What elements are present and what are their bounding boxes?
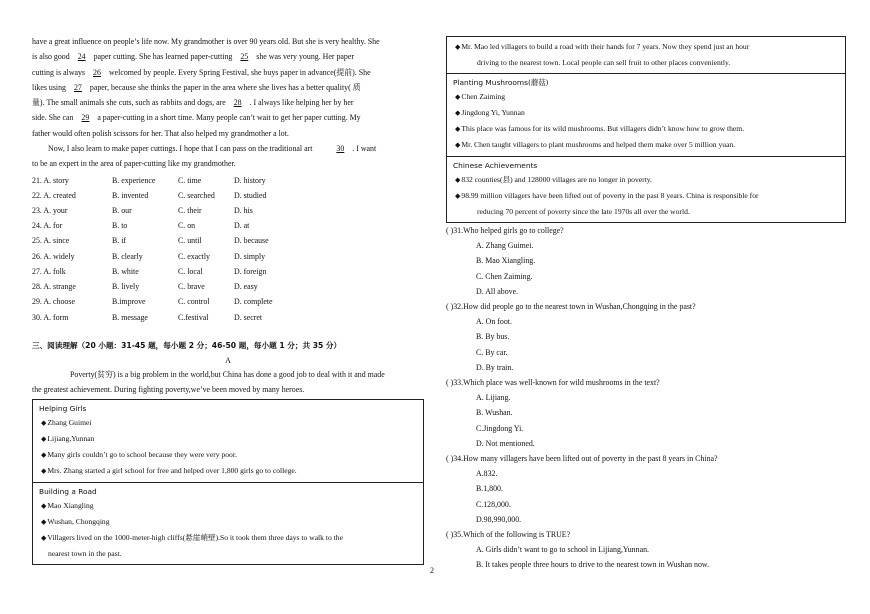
passage-line: likes using 27 paper, because she thinks the paper in the area where she lives has a better quality( 质 xyxy=(32,80,424,95)
answer-option[interactable]: A. Girls didn’t want to go to school in Lijiang,Yunnan. xyxy=(476,545,649,555)
table-item: ◆Jingdong Yi, Yunnan xyxy=(455,108,525,117)
heroes-table-right xyxy=(446,36,846,223)
blank-24[interactable]: 24 xyxy=(77,52,86,62)
question-stem: ( )31.Who helped girls go to college? xyxy=(446,226,564,235)
passage-line: Now, I also learn to make paper cuttings. I hope that I can pass on the traditional art 30 . I want xyxy=(32,141,424,156)
option-row: 29. A. choose B.improve C. control D. complete xyxy=(32,297,273,307)
answer-option[interactable]: A. Lijiang. xyxy=(476,393,511,403)
diamond-bullet-icon: ◆ xyxy=(41,435,47,444)
answer-option[interactable]: A. On foot. xyxy=(476,317,512,327)
option-row: 28. A. strange B. lively C. brave D. easy xyxy=(32,282,258,292)
blank-30[interactable]: 30 xyxy=(336,144,345,154)
left-column xyxy=(32,34,424,565)
table-section-achievements xyxy=(447,156,845,222)
answer-option[interactable]: B. By bus. xyxy=(476,332,510,342)
right-column xyxy=(446,36,846,573)
passage-intro: the greatest achievement. During fighting poverty,we’ve been moved by many heroes. xyxy=(32,385,305,394)
option-row: 30. A. form B. message C.festival D. secret xyxy=(32,312,263,322)
question-stem: ( )35.Which of the following is TRUE? xyxy=(446,530,571,540)
option-row: 24. A. for B. to C. on D. at xyxy=(32,221,250,231)
answer-option[interactable]: B. It takes people three hours to drive to the nearest town in Wushan now. xyxy=(476,560,710,570)
diamond-bullet-icon: ◆ xyxy=(455,109,461,117)
table-section-title: Helping Girls xyxy=(39,404,87,414)
passage-line: to be an expert in the area of paper-cutting like my grandmother. xyxy=(32,159,236,169)
table-item: ◆Wushan, Chongqing xyxy=(41,517,110,527)
passage-line: have a great influence on people’s life now. My grandmother is over 90 years old. But she is very healthy. She xyxy=(32,37,380,46)
table-section-title: Planting Mushrooms(蘑菇) xyxy=(453,78,549,87)
diamond-bullet-icon: ◆ xyxy=(455,141,461,149)
answer-option[interactable]: B. Wushan. xyxy=(476,408,513,418)
diamond-bullet-icon: ◆ xyxy=(455,125,461,133)
option-row: 25. A. since B. if C. until D. because xyxy=(32,236,269,246)
diamond-bullet-icon: ◆ xyxy=(41,467,47,476)
diamond-bullet-icon: ◆ xyxy=(41,451,47,460)
cloze-passage xyxy=(32,34,424,172)
table-item: nearest town in the past. xyxy=(48,549,122,559)
question-block xyxy=(446,451,846,527)
table-item: ◆Many girls couldn’t go to school because they were very poor. xyxy=(41,450,237,460)
table-item: reducing 70 percent of poverty since the late 1970s all over the world. xyxy=(477,207,690,216)
answer-option[interactable]: A. Zhang Guimei. xyxy=(476,241,534,251)
question-block xyxy=(446,299,846,375)
question-list xyxy=(446,223,846,573)
passage-label: A xyxy=(225,355,231,365)
table-section-mushrooms xyxy=(447,73,845,156)
blank-26[interactable]: 26 xyxy=(93,67,101,77)
diamond-bullet-icon: ◆ xyxy=(455,192,461,200)
passage-line: is also good 24 paper cutting. She has learned paper-cutting 25 she was very young. Her paper xyxy=(32,49,424,64)
question-stem: ( )32.How did people go to the nearest town in Wushan,Chongqing in the past? xyxy=(446,302,696,312)
diamond-bullet-icon: ◆ xyxy=(455,176,461,184)
diamond-bullet-icon: ◆ xyxy=(455,93,461,101)
answer-option[interactable]: C.128,000. xyxy=(476,499,511,509)
blank-29[interactable]: 29 xyxy=(81,113,90,123)
table-section-building-road xyxy=(33,482,423,564)
answer-option[interactable]: D. Not mentioned. xyxy=(476,438,535,448)
option-row: 23. A. your B. our C. their D. his xyxy=(32,206,253,216)
table-item: driving to the nearest town. Local people can sell fruit to other places conveniently. xyxy=(477,58,731,67)
diamond-bullet-icon: ◆ xyxy=(41,518,47,527)
answer-option[interactable]: D. By train. xyxy=(476,362,514,372)
page-number: 2 xyxy=(430,566,434,575)
diamond-bullet-icon: ◆ xyxy=(455,43,461,51)
answer-option[interactable]: D.98,990,000. xyxy=(476,514,522,524)
table-item: ◆Mr. Mao led villagers to build a road with their hands for 7 years. Now they spend just an hour xyxy=(455,42,750,51)
table-item: ◆Mrs. Zhang started a girl school for free and helped over 1,800 girls go to college. xyxy=(41,466,297,476)
question-block xyxy=(446,527,846,573)
table-item: ◆Villagers lived on the 1000-meter-high cliffs(悬崖峭壁).So it took them three days to walk to the xyxy=(41,533,343,543)
table-section-helping-girls xyxy=(33,400,423,482)
blank-27[interactable]: 27 xyxy=(73,82,82,92)
table-item: ◆This place was famous for its wild mushrooms. But villagers didn’t know how to grow them. xyxy=(455,124,745,133)
diamond-bullet-icon: ◆ xyxy=(41,502,47,511)
heroes-table-left xyxy=(32,399,424,565)
diamond-bullet-icon: ◆ xyxy=(41,419,47,428)
table-item: ◆Zhang Guimei xyxy=(41,418,92,428)
answer-option[interactable]: C. By car. xyxy=(476,347,508,357)
question-stem: ( )33.Which place was well-known for wild mushrooms in the text? xyxy=(446,378,660,388)
table-item: ◆Mr. Chen taught villagers to plant mushrooms and helped them make over 5 million yuan. xyxy=(455,140,736,149)
passage-intro: Poverty(贫穷) is a big problem in the world,but China has done a good job to deal with it and made xyxy=(70,369,385,379)
table-item: ◆832 counties(县) and 128000 villages are no longer in poverty. xyxy=(455,175,652,184)
answer-option[interactable]: C. Chen Zaiming. xyxy=(476,271,533,281)
table-item: ◆Chen Zaiming xyxy=(455,92,506,101)
table-item: ◆Mao Xiangling xyxy=(41,501,94,511)
passage-line: father would often polish scissors for her. That also helped my grandmother a lot. xyxy=(32,128,289,138)
answer-option[interactable]: B.1,800. xyxy=(476,484,503,494)
question-block xyxy=(446,375,846,451)
answer-option[interactable]: C.Jingdong Yi. xyxy=(476,423,524,433)
table-item: ◆Lijiang,Yunnan xyxy=(41,434,95,444)
passage-line: 量). The small animals she cuts, such as rabbits and dogs, are 28 . I always like helping her by her xyxy=(32,95,424,110)
question-stem: ( )34.How many villagers have been lifted out of poverty in the past 8 years in China? xyxy=(446,454,718,464)
table-section-title: Chinese Achievements xyxy=(453,161,538,170)
answer-option[interactable]: B. Mao Xiangling. xyxy=(476,256,536,266)
passage-line: side. She can 29 a paper-cutting in a short time. Many people can’t wait to get her paper cutting. My xyxy=(32,110,424,125)
answer-option[interactable]: D. All above. xyxy=(476,286,519,296)
passage-line: cutting is always 26 welcomed by people. Every Spring Festival, she buys paper in advance(提前). She xyxy=(32,65,424,80)
cloze-options xyxy=(32,173,424,325)
diamond-bullet-icon: ◆ xyxy=(41,534,47,543)
option-row: 22. A. created B. invented C. searched D. studied xyxy=(32,190,267,200)
option-row: 21. A. story B. experience C. time D. history xyxy=(32,175,266,185)
option-row: 26. A. widely B. clearly C. exactly D. simply xyxy=(32,251,266,261)
blank-28[interactable]: 28 xyxy=(233,98,242,108)
option-row: 27. A. folk B. white C. local D. foreign xyxy=(32,266,267,276)
table-item: ◆98.99 million villagers have been lifted out of poverty in the past 8 years. China is responsible for xyxy=(455,191,759,200)
blank-25[interactable]: 25 xyxy=(240,52,249,62)
answer-option[interactable]: A.832. xyxy=(476,469,498,479)
question-block xyxy=(446,223,846,299)
section-heading: 三、阅读理解（20 小题：31-45 题，每小题 2 分；46-50 题，每小题 1 分；共 35 分） xyxy=(32,340,342,350)
table-section-road-continued xyxy=(447,37,845,73)
table-section-title: Building a Road xyxy=(39,487,97,497)
